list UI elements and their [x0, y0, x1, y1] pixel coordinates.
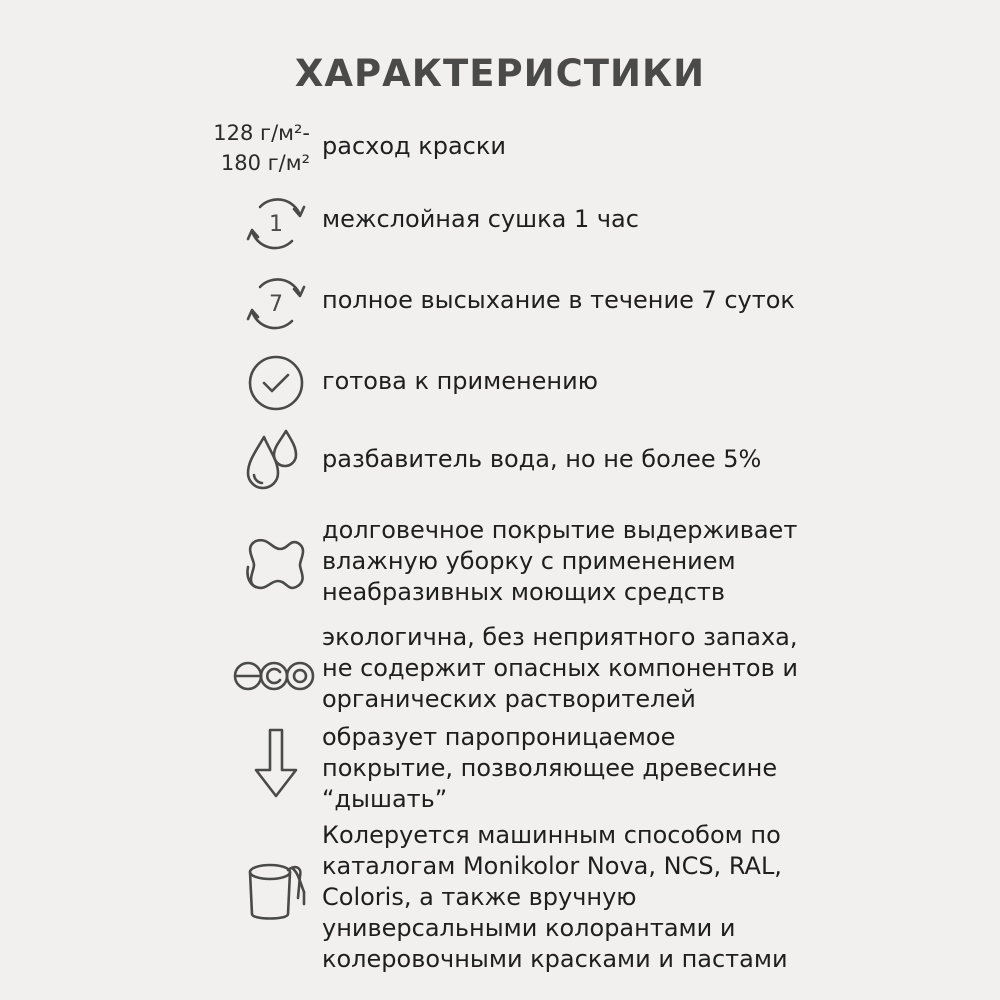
feature-text: Колеруется машинным способом по каталогам Monikolor Nova, NCS, RAL, Coloris, а также вручную универсальными колорантами и колеровочными красками и пастами: [322, 821, 788, 973]
svg-text:7: 7: [269, 292, 283, 317]
feature-text: готова к применению: [322, 367, 598, 395]
eco-icon: [232, 632, 316, 708]
svg-text:1: 1: [269, 212, 283, 237]
consumption-value: 128 г/м²- 180 г/м²: [213, 121, 310, 175]
refresh-7-icon: [238, 265, 314, 341]
feature-text: экологична, без неприятного запаха, не содержит опасных компонентов и органических растворителей: [322, 623, 798, 713]
arrow-down-icon: [238, 724, 314, 800]
refresh-1-icon: [238, 185, 314, 261]
feature-text: межслойная сушка 1 час: [322, 205, 639, 233]
water-drops-icon: [238, 423, 314, 499]
feature-text: долговечное покрытие выдерживает влажную уборку с применением неабразивных моющих средств: [322, 516, 798, 606]
feature-text: образует паропроницаемое покрытие, позволяющее древесине “дышать”: [322, 723, 778, 813]
consumption-label: расход краски: [322, 132, 506, 160]
check-circle-icon: [238, 345, 314, 421]
feature-text: разбавитель вода, но не более 5%: [322, 445, 762, 473]
feature-text: полное высыхание в течение 7 суток: [322, 286, 795, 314]
page-title: ХАРАКТЕРИСТИКИ: [294, 52, 706, 95]
paint-bucket-icon: [238, 852, 314, 928]
sponge-icon: [238, 527, 314, 603]
